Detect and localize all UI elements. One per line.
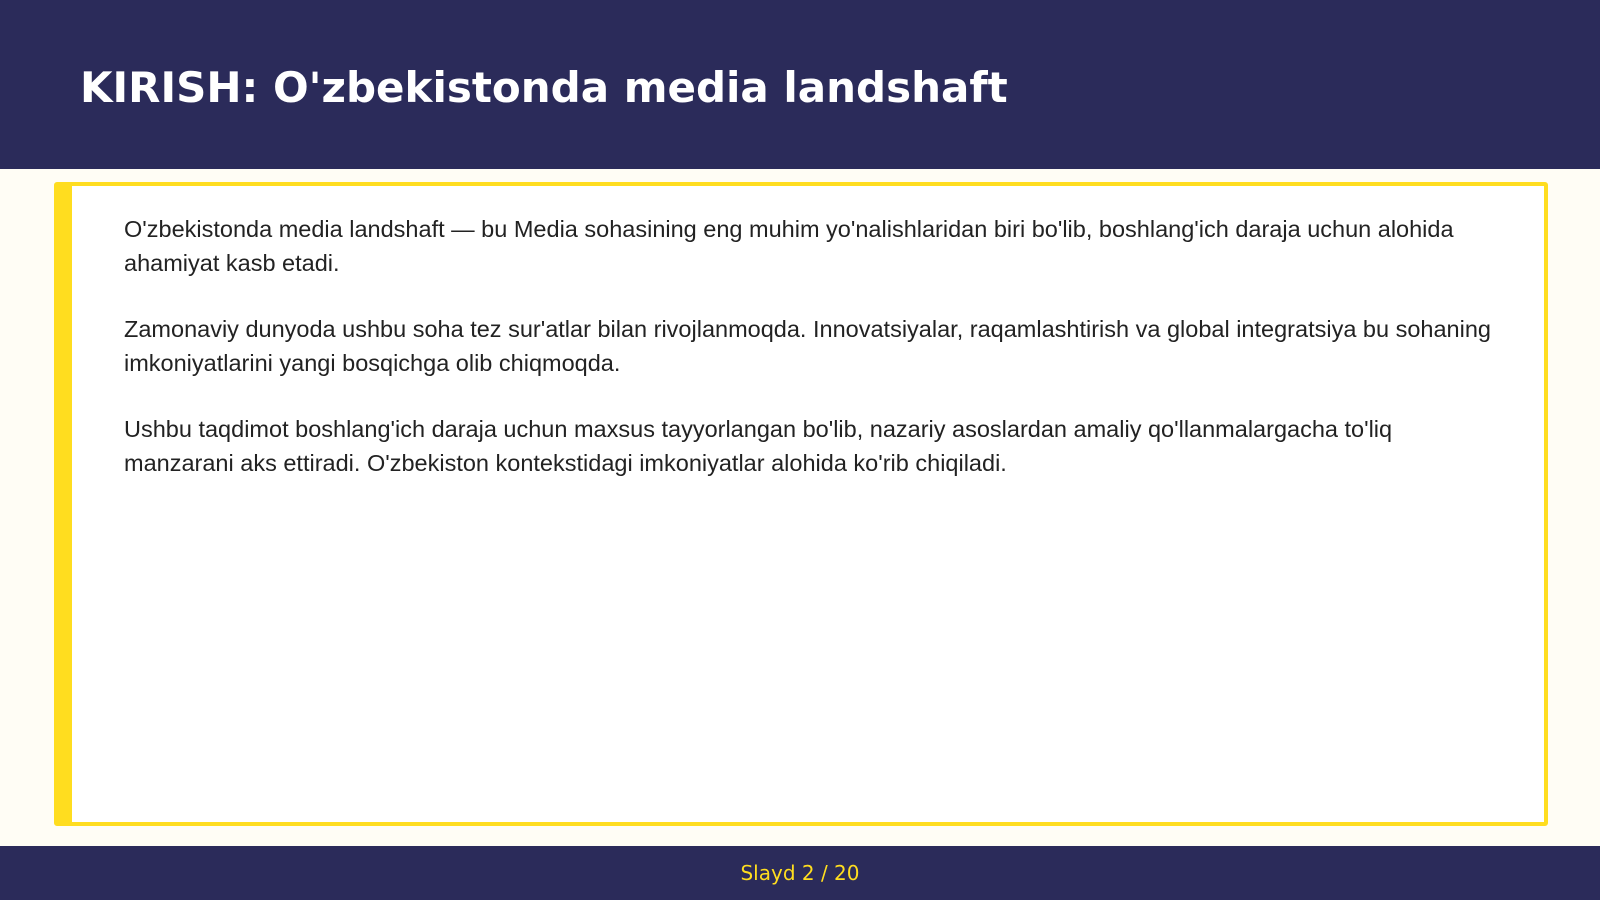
paragraph-intro: O'zbekistonda media landshaft — bu Media sohasining eng muhim yo'nalishlaridan biri bo'lib, boshlang'ich daraja uchun alohida ahamiyat kasb etadi. xyxy=(124,216,1454,276)
content-box xyxy=(54,182,1548,826)
slide-footer xyxy=(0,846,1600,900)
content-text xyxy=(124,212,1494,512)
slide-title: KIRISH: O'zbekistonda media landshaft xyxy=(80,63,1008,112)
paragraph-presentation: Ushbu taqdimot boshlang'ich daraja uchun maxsus tayyorlangan bo'lib, nazariy asoslardan amaliy qo'llanmalargacha to'liq manzarani aks ettiradi. O'zbekiston kontekstidagi imkoniyatlar alohida ko'rib chiqiladi. xyxy=(124,416,1393,476)
slide-header xyxy=(0,0,1600,169)
slide-number: Slayd 2 / 20 xyxy=(740,861,860,885)
paragraph-development: Zamonaviy dunyoda ushbu soha tez sur'atlar bilan rivojlanmoqda. Innovatsiyalar, raqamlashtirish va global integratsiya bu sohaning imkoniyatlarini yangi bosqichga olib chiqmoqda. xyxy=(124,316,1491,376)
